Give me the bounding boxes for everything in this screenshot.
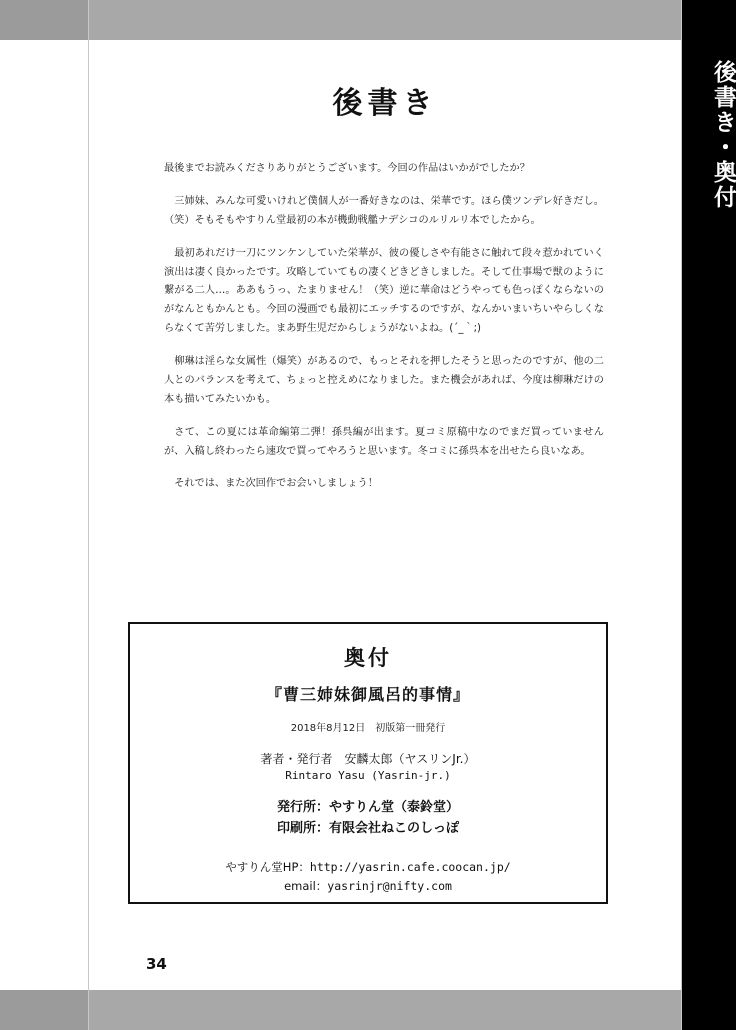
colophon-email-line [130, 877, 606, 897]
decorative-bar-bottom-left [0, 990, 88, 1030]
colophon-author: 著者・発行者 安麟太郎（ヤスリンJr.） [260, 752, 476, 766]
colophon-work-title: 『曹三姉妹御風呂的事情』 [265, 685, 470, 704]
afterword-paragraph: 最初あれだけ一刀にツンケンしていた栄華が、彼の優しさや有能さに触れて段々惹かれていく演出は凄く良かったです。攻略していてもの凄くどきどきしました。そして仕事場で獣のように繋がる二人…。ああもうっ、たまりません！（笑）逆に華命はどうやっても色っぽくならないのがなんともかんとも。今回の漫画でも最初にエッチするのですが、なんかいまいちいやらしくならなくて苦労しました。まあ野生児だからしょうがないよね。(´_｀;) [164, 247, 604, 335]
side-tab-label: 後書き・奥付 [710, 60, 736, 210]
colophon-printer: 印刷所：有限会社ねこのしっぽ [276, 820, 459, 836]
afterword-paragraph: 三姉妹、みんな可愛いけれど僕個人が一番好きなのは、栄華です。ほら僕ツンデレ好きだし。（笑）そもそもやすりん堂最初の本が機動戦艦ナデシコのルリルリ本でしたから。 [164, 195, 604, 226]
colophon-heading: 奥付 [344, 646, 392, 670]
colophon-publisher-block [130, 798, 606, 840]
colophon-author-romaji: Rintaro Yasu (Yasrin-jr.) [285, 769, 451, 782]
afterword-body [164, 160, 604, 508]
colophon-email-address[interactable]: yasrinjr@nifty.com [327, 879, 452, 894]
afterword-paragraph: さて、この夏には革命編第二弾！孫呉編が出ます。夏コミ原稿中なのでまだ買っていませんが、入稿し終わったら速攻で買ってやろうと思います。冬コミに孫呉本を出せたら良いなあ。 [164, 426, 604, 457]
colophon-publisher: 発行所：やすりん堂（泰鈴堂） [276, 800, 459, 815]
colophon-date: 2018年8月12日 初版第一冊発行 [290, 723, 446, 734]
colophon-homepage-url[interactable]: http://yasrin.cafe.coocan.jp/ [309, 859, 511, 874]
decorative-bar-bottom-middle [88, 990, 682, 1030]
colophon-contact-block [130, 858, 606, 897]
page-content [88, 40, 682, 990]
colophon-email-label: email： [284, 879, 328, 894]
afterword-paragraph: 柳琳は淫らな女属性（爆笑）があるので、もっとそれを押したそうと思ったのですが、他の二人とのバランスを考えて、ちょっと控えめになりました。また機会があれば、今度は柳琳だけの本も描いてみたいかも。 [164, 356, 604, 405]
afterword-paragraph: 最後までお読みくださりありがとうございます。今回の作品はいかがでしたか？ [164, 163, 530, 174]
colophon-box [128, 622, 608, 904]
afterword-paragraph: それでは、また次回作でお会いしましょう！ [174, 478, 378, 490]
page-number: 34 [146, 955, 167, 973]
decorative-bar-top-left [0, 0, 88, 40]
colophon-homepage-line [130, 858, 606, 878]
decorative-bar-top-middle [88, 0, 682, 40]
page-title: 後書き [332, 86, 438, 121]
colophon-homepage-label: やすりん堂HP： [225, 859, 310, 874]
